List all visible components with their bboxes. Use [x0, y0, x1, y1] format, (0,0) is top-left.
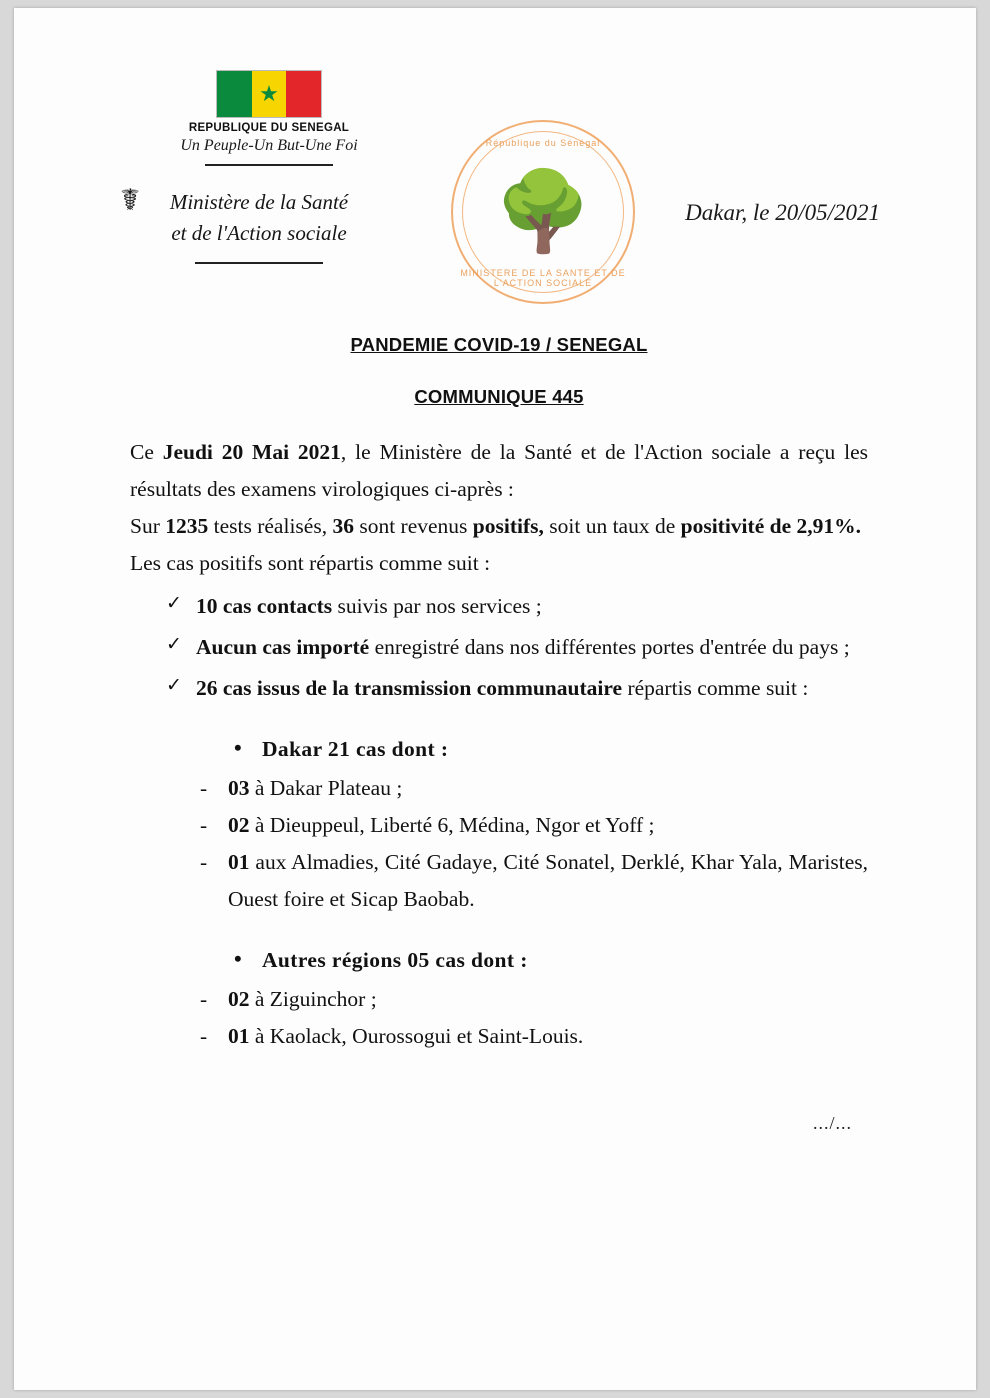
stats-mid-1: tests réalisés, — [208, 513, 333, 538]
positive-count: 36 — [332, 513, 354, 538]
repartition-line: Les cas positifs sont répartis comme suit : — [130, 550, 491, 575]
dash-icon: - — [200, 775, 208, 800]
intro-prefix: Ce — [130, 440, 163, 464]
check-mark-icon: ✓ — [166, 674, 182, 696]
region-heading-label: Autres régions 05 cas dont : — [262, 947, 528, 972]
case-locations: à Kaolack, Ourossogui et Saint-Louis. — [249, 1023, 584, 1048]
bullet-dot-icon: • — [234, 945, 243, 971]
intro-paragraph — [130, 434, 868, 508]
check-item-rest: répartis comme suit : — [622, 675, 809, 700]
seal-bottom-text: MINISTERE DE LA SANTE ET DE L'ACTION SOCIALE — [460, 268, 626, 288]
document-page — [14, 8, 976, 1390]
list-item — [200, 807, 868, 844]
ministry-divider — [195, 262, 323, 264]
page-continuation: .../... — [812, 1112, 852, 1133]
check-item-bold: 26 cas issus de la transmission communautaire — [196, 675, 623, 700]
stats-paragraph — [130, 508, 868, 545]
positifs-word: positifs, — [472, 513, 544, 538]
list-item — [166, 629, 868, 666]
list-item — [200, 1018, 868, 1055]
dakar-detail-list — [130, 770, 868, 918]
flag-star-icon: ★ — [259, 81, 279, 106]
case-locations: aux Almadies, Cité Gadaye, Cité Sonatel, Derklé, Khar Yala, Maristes, Ouest foire et Sicap Baobab. — [228, 849, 868, 911]
case-breakdown-list — [130, 588, 868, 707]
case-locations: à Ziguinchor ; — [249, 986, 377, 1011]
case-count: 02 — [228, 986, 250, 1011]
case-locations: à Dakar Plateau ; — [249, 775, 403, 800]
stats-mid-2: sont revenus — [353, 513, 473, 538]
seal-top-text: République du Sénégal — [485, 138, 601, 148]
region-section-dakar — [130, 734, 868, 762]
case-count: 02 — [228, 812, 250, 837]
flag-band-yellow — [252, 71, 287, 117]
document-body — [14, 334, 976, 1134]
check-mark-icon: ✓ — [166, 633, 182, 655]
list-item — [166, 670, 868, 707]
positivity-rate: positivité de 2,91%. — [680, 513, 861, 538]
check-item-rest: enregistré dans nos différentes portes d'entrée du pays ; — [369, 634, 850, 659]
document-header — [14, 8, 976, 308]
republic-motto: Un Peuple-Un But-Une Foi — [180, 137, 358, 154]
stats-prefix: Sur — [130, 513, 166, 538]
page-title: PANDEMIE COVID-19 / SENEGAL — [350, 334, 648, 355]
case-count: 01 — [228, 849, 250, 874]
case-count: 01 — [228, 1023, 250, 1048]
intro-date: Jeudi 20 Mai 2021 — [162, 440, 341, 464]
dash-icon: - — [200, 849, 208, 874]
caduceus-icon: ☤ — [120, 184, 141, 217]
ministry-line-1: Ministère de la Santé — [169, 190, 349, 214]
ministry-block — [114, 184, 404, 264]
dash-icon: - — [200, 986, 208, 1011]
check-item-bold: Aucun cas importé — [196, 634, 370, 659]
check-item-rest: suivis par nos services ; — [332, 593, 542, 618]
ministry-line-2: et de l'Action sociale — [171, 221, 347, 245]
dash-icon: - — [200, 812, 208, 837]
flag-band-red — [286, 71, 321, 117]
autres-regions-detail-list — [130, 981, 868, 1055]
region-heading — [234, 945, 868, 973]
region-heading — [234, 734, 868, 762]
tests-count: 1235 — [165, 513, 209, 538]
dateline: Dakar, le 20/05/2021 — [685, 200, 880, 225]
header-divider — [205, 164, 333, 166]
list-item — [200, 844, 868, 918]
flag-band-green — [217, 71, 252, 117]
region-section-autres — [130, 945, 868, 973]
republic-block — [154, 70, 384, 166]
list-item — [166, 588, 868, 625]
check-item-bold: 10 cas contacts — [196, 593, 333, 618]
region-heading-label: Dakar 21 cas dont : — [262, 736, 449, 761]
republic-title: REPUBLIQUE DU SENEGAL — [188, 122, 350, 134]
list-item — [200, 770, 868, 807]
case-locations: à Dieuppeul, Liberté 6, Médina, Ngor et Yoff ; — [249, 812, 655, 837]
intro-suffix: , le Ministère de la Santé et de l'Action sociale a reçu les résultats des examens virologiques ci-après : — [130, 440, 868, 501]
list-item — [200, 981, 868, 1018]
bullet-dot-icon: • — [234, 734, 243, 760]
baobab-tree-icon: 🌳 — [494, 168, 592, 255]
senegal-flag-icon — [216, 70, 322, 118]
check-mark-icon: ✓ — [166, 592, 182, 614]
case-count: 03 — [228, 775, 250, 800]
official-seal — [451, 120, 635, 304]
communique-number: COMMUNIQUE 445 — [414, 386, 584, 407]
dash-icon: - — [200, 1023, 208, 1048]
stats-mid-3: soit un taux de — [543, 513, 681, 538]
